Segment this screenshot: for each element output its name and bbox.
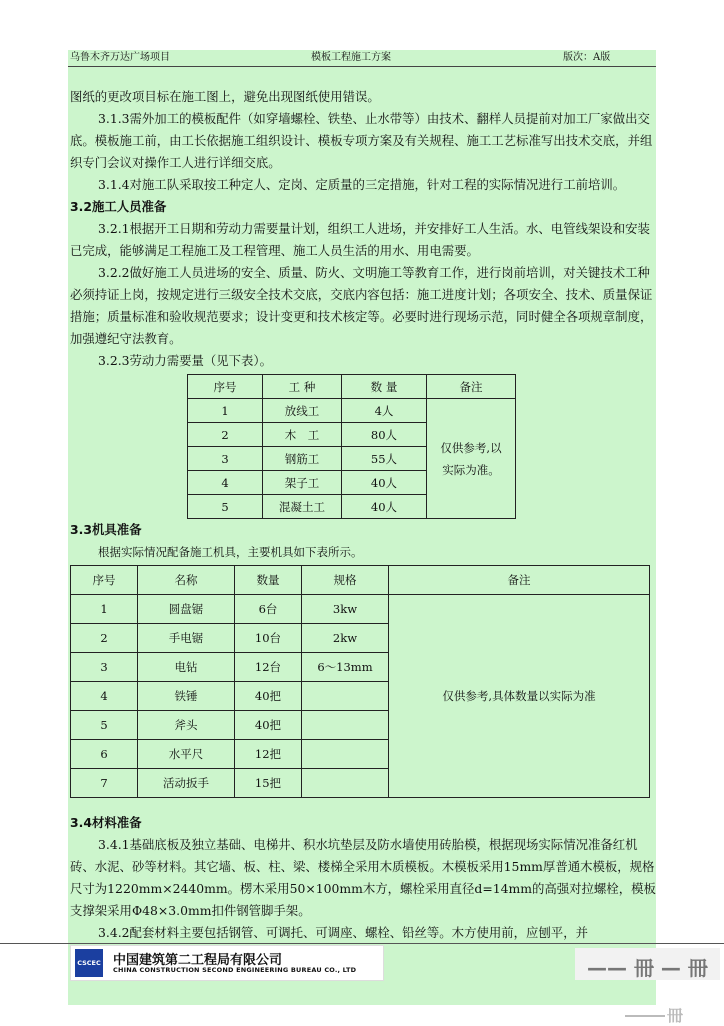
cell-index: 3 [188, 447, 263, 471]
cell-note [427, 399, 516, 519]
cell-name: 圆盘锯 [138, 595, 235, 624]
cell-index: 2 [71, 624, 138, 653]
cell-quantity: 55人 [342, 447, 427, 471]
cell-spec [302, 769, 389, 798]
cell-quantity: 40把 [235, 682, 302, 711]
paragraph: 图纸的更改项目标在施工图上，避免出现图纸使用错误。 [70, 89, 380, 104]
labor-table [187, 374, 516, 519]
cell-index: 5 [188, 495, 263, 519]
th-quantity: 数量 [235, 566, 302, 595]
cell-index: 4 [71, 682, 138, 711]
page-header [68, 50, 656, 67]
th-name: 名称 [138, 566, 235, 595]
cell-quantity: 4人 [342, 399, 427, 423]
section-heading-3-3: 3.3机具准备 [70, 522, 142, 537]
cell-quantity: 80人 [342, 423, 427, 447]
note-line-2: 实际为准。 [442, 462, 500, 477]
th-index: 序号 [188, 375, 263, 399]
cell-index: 3 [71, 653, 138, 682]
paragraph-3-1-4: 3.1.4对施工队采取按工种定人、定岗、定质量的三定措施，针对工程的实际情况进行工前培训。 [98, 177, 626, 192]
th-index: 序号 [71, 566, 138, 595]
paragraph-3-4-1: 3.4.1基础底板及独立基础、电梯井、积水坑垫层及防水墙使用砖胎模，根据现场实际情况准备红机砖、水泥、砂等材料。其它墙、板、柱、梁、楼梯全采用木质模板。木模板采用15mm厚普通木模板，规格尺寸为1220mm×2440mm。楞木采用50×100mm木方，螺栓采用直径d=14mm的高强对拉螺栓，模板支撑架采用Φ48×3.0mm扣件钢管脚手架。 [70, 837, 656, 918]
cell-quantity: 40人 [342, 471, 427, 495]
cell-name: 斧头 [138, 711, 235, 740]
cell-spec: 2kw [302, 624, 389, 653]
paragraph-tools-intro: 根据实际情况配备施工机具，主要机具如下表所示。 [98, 545, 363, 559]
cell-spec [302, 740, 389, 769]
cell-index: 4 [188, 471, 263, 495]
cell-trade: 放线工 [263, 399, 342, 423]
paragraph-3-2-1: 3.2.1根据开工日期和劳动力需要量计划，组织工人进场，并安排好工人生活。水、电管线架设和安装已完成，能够满足工程施工及工程管理、施工人员生活的用水、用电需要。 [70, 221, 650, 258]
table-header-row [71, 566, 650, 595]
document-body [70, 86, 656, 944]
header-project: 乌鲁木齐万达广场项目 [70, 52, 170, 63]
note-line-1: 仅供参考,以 [440, 440, 502, 455]
company-name-en: CHINA CONSTRUCTION SECOND ENGINEERING BUREAU CO., LTD [113, 966, 357, 974]
footer-divider [0, 943, 724, 944]
cell-name: 铁锤 [138, 682, 235, 711]
cell-trade: 架子工 [263, 471, 342, 495]
cell-quantity: 40人 [342, 495, 427, 519]
paragraph-3-4-2: 3.4.2配套材料主要包括钢管、可调托、可调座、螺栓、铅丝等。木方使用前，应刨平，并 [98, 925, 588, 940]
page-stamp [575, 948, 720, 980]
cell-name: 电钻 [138, 653, 235, 682]
stamp-rule [625, 1015, 665, 1017]
paragraph-3-1-3: 3.1.3需外加工的模板配件（如穿墙螺栓、铁垫、止水带等）由技术、翻样人员提前对加工厂家做出交底。模板施工前，由工长依据施工组织设计、模板专项方案及有关规程、施工工艺标准写出技术交底，并组织专门会议对操作工人进行详细交底。 [70, 111, 653, 170]
cell-spec [302, 711, 389, 740]
th-note: 备注 [389, 566, 650, 595]
th-quantity: 数 量 [342, 375, 427, 399]
cell-quantity: 6台 [235, 595, 302, 624]
cell-quantity: 15把 [235, 769, 302, 798]
header-doc-title: 模板工程施工方案 [311, 52, 391, 63]
cell-quantity: 12台 [235, 653, 302, 682]
cell-note: 仅供参考,具体数量以实际为准 [389, 595, 650, 798]
th-spec: 规格 [302, 566, 389, 595]
cell-trade: 木 工 [263, 423, 342, 447]
cell-index: 6 [71, 740, 138, 769]
cell-trade: 钢筋工 [263, 447, 342, 471]
cell-trade: 混凝土工 [263, 495, 342, 519]
section-heading-3-4: 3.4材料准备 [70, 815, 142, 830]
paragraph-3-2-2: 3.2.2做好施工人员进场的安全、质量、防火、文明施工等教育工作，进行岗前培训，对关键技术工种必须持证上岗，按规定进行三级安全技术交底，交底内容包括：施工进度计划；各项安全、技术、质量保证措施；质量标准和验收规范要求；设计变更和技术核定等。必要时进行现场示范，同时健全各项规章制度，加强遵纪守法教育。 [70, 265, 653, 346]
cell-spec [302, 682, 389, 711]
cell-index: 1 [188, 399, 263, 423]
company-name-cn: 中国建筑第二工程局有限公司 [113, 953, 283, 968]
section-heading-3-2: 3.2施工人员准备 [70, 199, 167, 214]
table-row [188, 399, 516, 423]
cell-spec: 3kw [302, 595, 389, 624]
cell-name: 活动扳手 [138, 769, 235, 798]
cell-name: 水平尺 [138, 740, 235, 769]
document-page [68, 50, 656, 1005]
paragraph-3-2-3: 3.2.3劳动力需要量（见下表）。 [98, 353, 273, 368]
cell-name: 手电锯 [138, 624, 235, 653]
th-note: 备注 [427, 375, 516, 399]
stamp-glyph: —— 冊 — 冊 [587, 956, 708, 980]
cell-index: 7 [71, 769, 138, 798]
cell-quantity: 10台 [235, 624, 302, 653]
header-version: 版次：A版 [563, 52, 611, 63]
company-logo-banner [70, 945, 384, 981]
tools-table [70, 565, 650, 798]
page-stamp-bottom [625, 1004, 720, 1024]
cell-quantity: 40把 [235, 711, 302, 740]
cell-quantity: 12把 [235, 740, 302, 769]
cell-index: 2 [188, 423, 263, 447]
stamp-glyph-bottom: 冊 [667, 1006, 684, 1025]
table-row [71, 595, 650, 624]
table-header-row [188, 375, 516, 399]
cell-index: 1 [71, 595, 138, 624]
cell-spec: 6～13mm [302, 653, 389, 682]
cscec-logo-icon: CSCEC [75, 949, 103, 977]
cell-index: 5 [71, 711, 138, 740]
th-trade: 工 种 [263, 375, 342, 399]
